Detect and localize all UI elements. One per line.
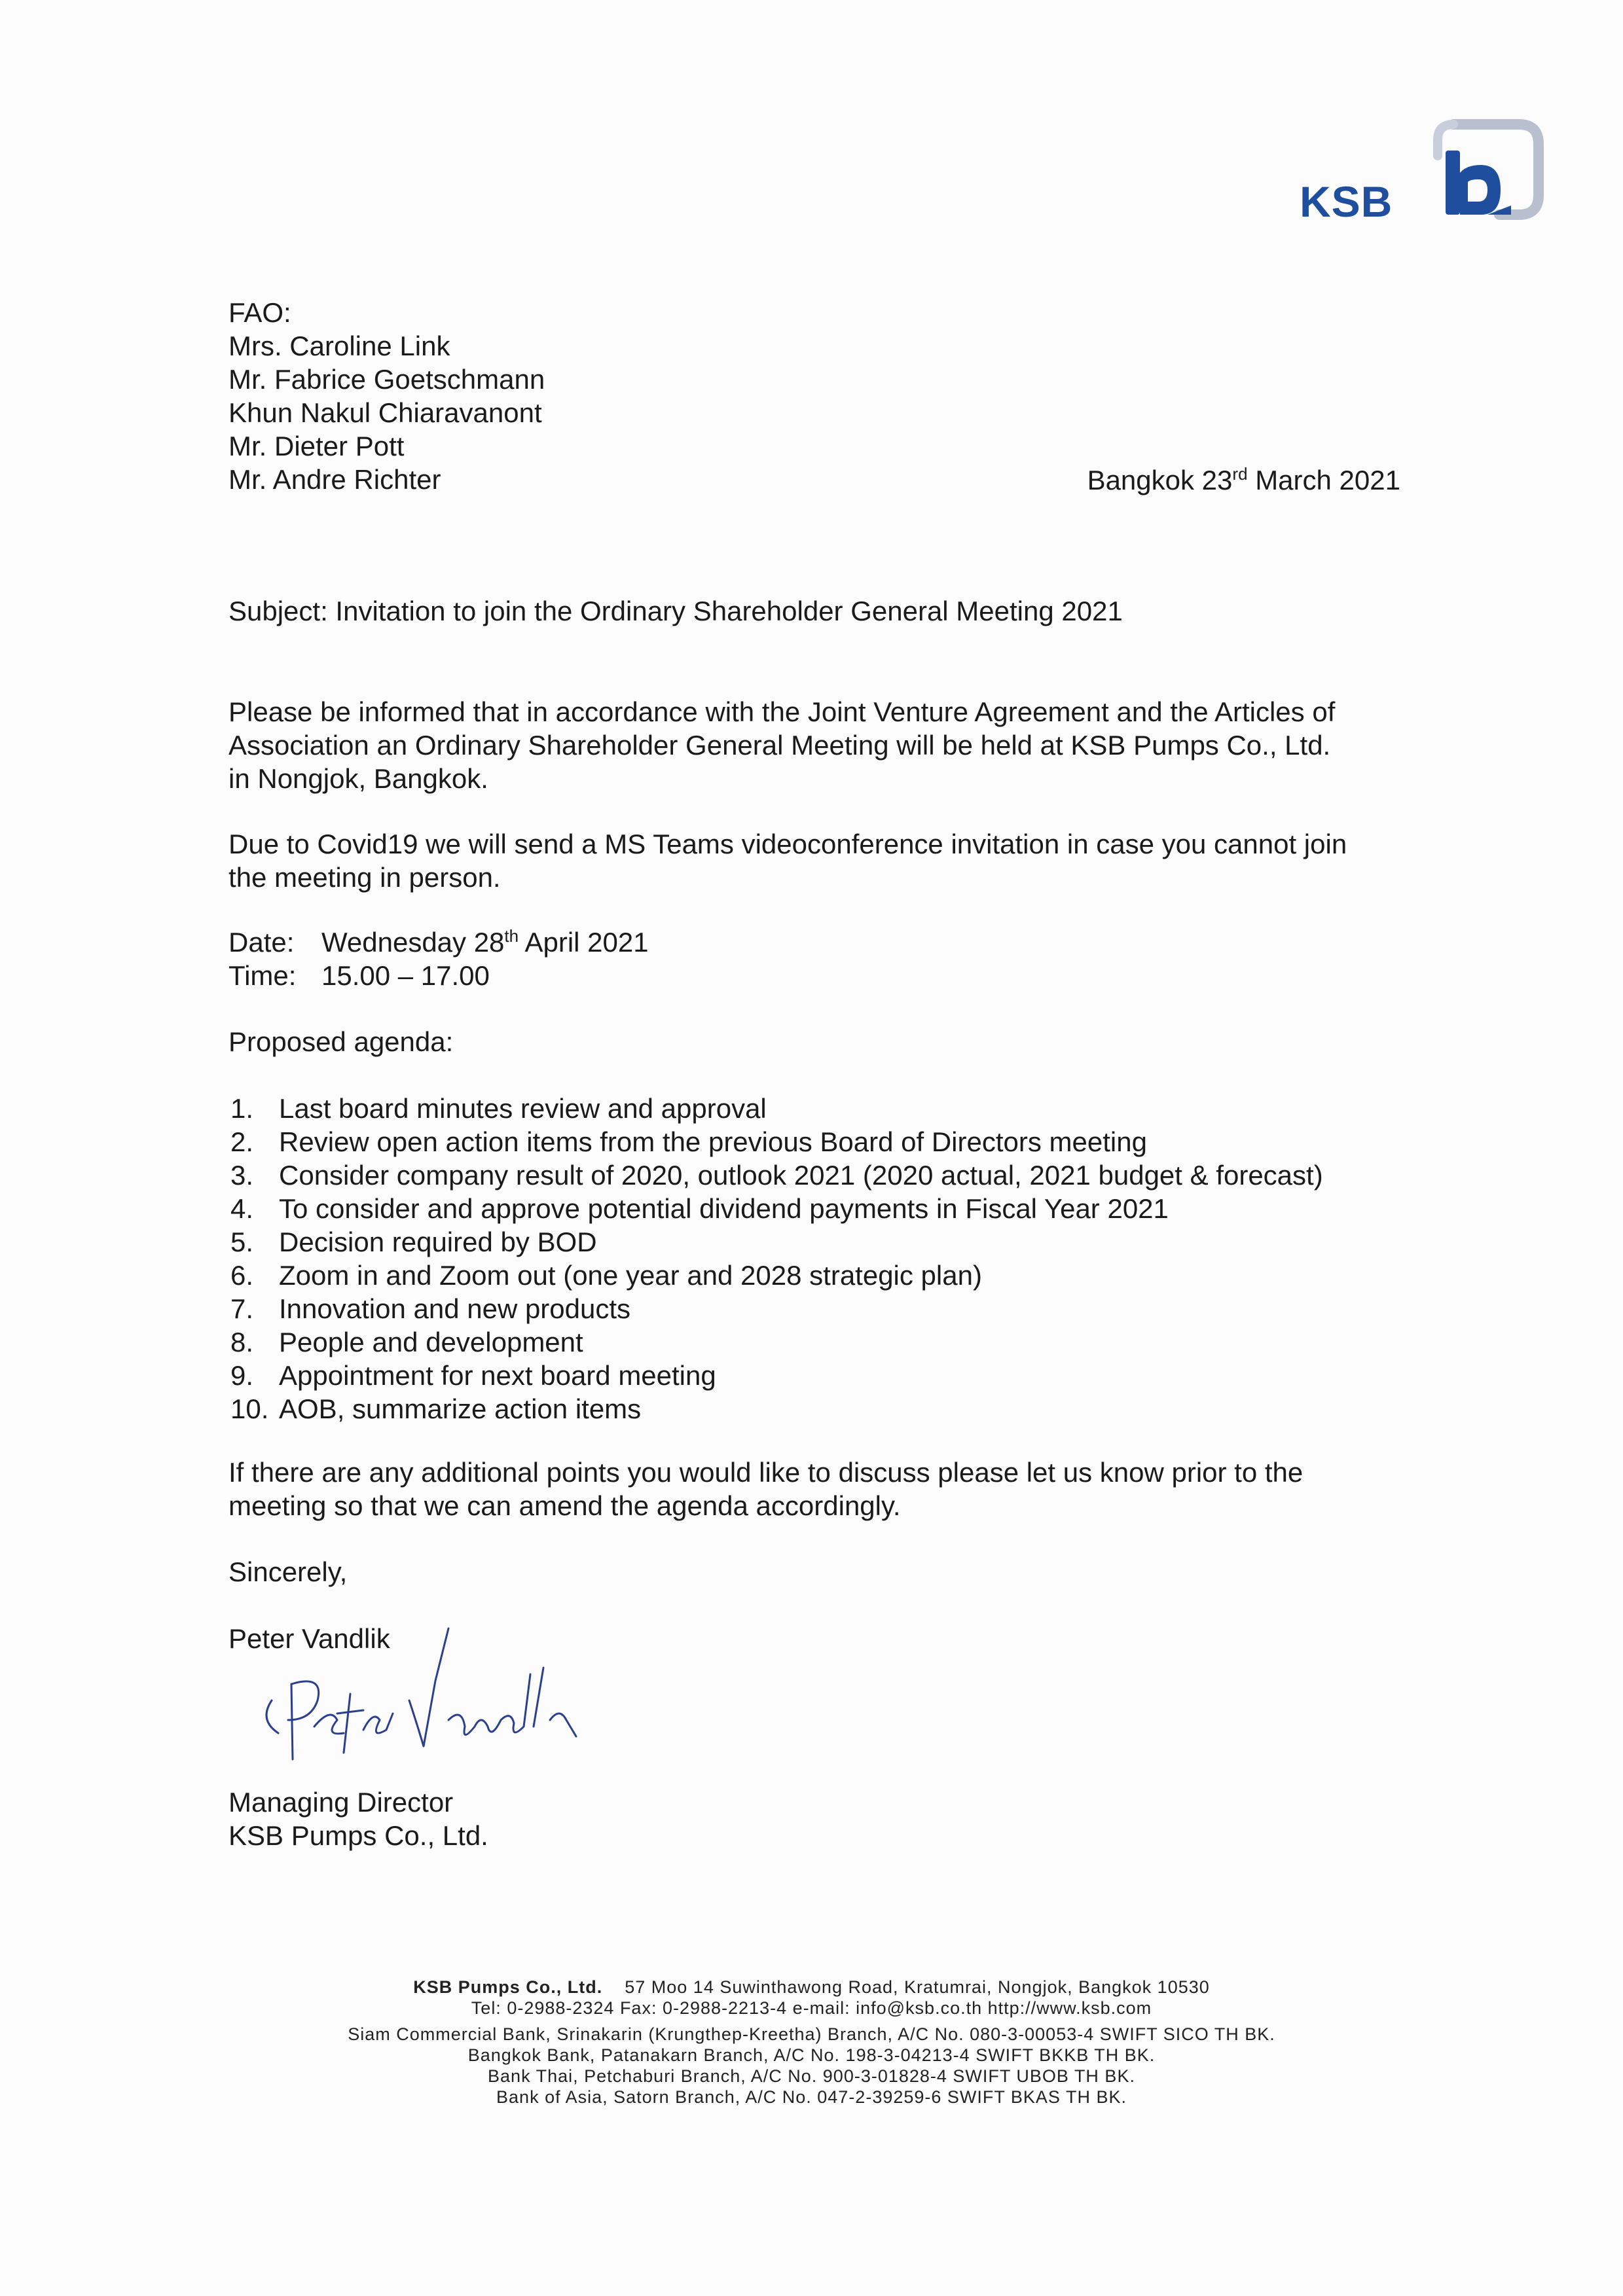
signer-title: Managing Director xyxy=(228,1787,454,1818)
time-value: 15.00 – 17.00 xyxy=(321,960,490,991)
agenda-item xyxy=(230,1225,1323,1259)
paragraph-line: in Nongjok, Bangkok. xyxy=(228,763,488,794)
logo-text: KSB xyxy=(1300,177,1393,226)
agenda-item xyxy=(230,1092,1323,1125)
letterhead-footer xyxy=(0,1977,1623,2108)
date-label: Date: xyxy=(228,927,295,958)
paragraph-line: the meeting in person. xyxy=(228,862,501,893)
letter-date xyxy=(1087,463,1400,497)
meeting-time xyxy=(228,959,1413,992)
agenda-text: Review open action items from the previous Board of Directors meeting xyxy=(279,1126,1147,1157)
agenda-text: Innovation and new products xyxy=(279,1293,631,1324)
signer-title-block xyxy=(228,1785,1413,1852)
recipient-name: Mr. Fabrice Goetschmann xyxy=(228,364,545,395)
agenda-item xyxy=(230,1192,1323,1225)
agenda-text: To consider and approve potential dividend payments in Fiscal Year 2021 xyxy=(279,1193,1169,1224)
recipient-name: Mrs. Caroline Link xyxy=(228,331,450,361)
date-rest: March 2021 xyxy=(1247,465,1400,495)
agenda-text: Last board minutes review and approval xyxy=(279,1093,767,1124)
agenda-text: People and development xyxy=(279,1327,583,1357)
ksb-logo-icon xyxy=(1427,117,1548,228)
agenda-text: Zoom in and Zoom out (one year and 2028 strategic plan) xyxy=(279,1260,982,1291)
agenda-text: Consider company result of 2020, outlook 2021 (2020 actual, 2021 budget & forecast) xyxy=(279,1160,1323,1191)
agenda-text: Decision required by BOD xyxy=(279,1227,597,1257)
meeting-date xyxy=(228,925,1413,959)
paragraph-line: Due to Covid19 we will send a MS Teams videoconference invitation in case you cannot join xyxy=(228,829,1347,859)
fao-label: FAO: xyxy=(228,297,291,328)
paragraph-line: Association an Ordinary Shareholder General Meeting will be held at KSB Pumps Co., Ltd. xyxy=(228,730,1331,761)
agenda-item xyxy=(230,1259,1323,1292)
additional-points-paragraph xyxy=(228,1456,1413,1522)
signer-company: KSB Pumps Co., Ltd. xyxy=(228,1820,488,1851)
agenda-number: 6. xyxy=(230,1260,254,1291)
intro-paragraph xyxy=(228,695,1413,795)
closing-salutation: Sincerely, xyxy=(228,1556,348,1587)
agenda-list xyxy=(230,1092,1323,1426)
date-prefix: Wednesday 28 xyxy=(321,927,505,958)
recipient-name: Khun Nakul Chiaravanont xyxy=(228,397,542,428)
paragraph-line: Please be informed that in accordance with the Joint Venture Agreement and the Articles of xyxy=(228,696,1336,727)
date-ordinal: rd xyxy=(1232,464,1248,484)
agenda-number: 8. xyxy=(230,1327,254,1357)
covid-paragraph xyxy=(228,827,1413,894)
footer-bank: Bank Thai, Petchaburi Branch, A/C No. 900-3-01828-4 SWIFT UBOB TH BK. xyxy=(488,2066,1135,2086)
agenda-item xyxy=(230,1158,1323,1192)
recipient-name: Mr. Dieter Pott xyxy=(228,431,405,461)
footer-address: 57 Moo 14 Suwinthawong Road, Kratumrai, Nongjok, Bangkok 10530 xyxy=(625,1977,1210,1997)
date-ordinal: th xyxy=(504,926,519,946)
agenda-text: Appointment for next board meeting xyxy=(279,1360,716,1391)
agenda-item xyxy=(230,1325,1323,1359)
recipient-name: Mr. Andre Richter xyxy=(228,464,441,495)
paragraph-line: If there are any additional points you would like to discuss please let us know prior to the xyxy=(228,1457,1304,1488)
agenda-item xyxy=(230,1125,1323,1158)
agenda-item xyxy=(230,1392,1323,1426)
footer-address-line xyxy=(0,1977,1623,1998)
agenda-item xyxy=(230,1359,1323,1392)
agenda-item xyxy=(230,1292,1323,1325)
handwritten-signature xyxy=(252,1622,619,1772)
date-prefix: Bangkok 23 xyxy=(1087,465,1233,495)
paragraph-line: meeting so that we can amend the agenda accordingly. xyxy=(228,1490,901,1521)
agenda-number: 4. xyxy=(230,1193,254,1224)
agenda-number: 3. xyxy=(230,1160,254,1191)
agenda-number: 7. xyxy=(230,1293,254,1324)
footer-bank: Bank of Asia, Satorn Branch, A/C No. 047-2-39259-6 SWIFT BKAS TH BK. xyxy=(496,2087,1127,2107)
meeting-datetime xyxy=(228,925,1413,992)
recipient-block xyxy=(228,296,545,496)
footer-bank: Bangkok Bank, Patanakarn Branch, A/C No. 198-3-04213-4 SWIFT BKKB TH BK. xyxy=(467,2045,1156,2065)
agenda-number: 10. xyxy=(230,1393,269,1424)
subject-line: Subject: Invitation to join the Ordinary Shareholder General Meeting 2021 xyxy=(228,596,1123,626)
signer-name: Peter Vandlik xyxy=(228,1623,390,1654)
footer-bank: Siam Commercial Bank, Srinakarin (Krungthep-Kreetha) Branch, A/C No. 080-3-00053-4 SWIFT SICO TH BK. xyxy=(348,2024,1275,2044)
time-label: Time: xyxy=(228,960,297,991)
date-rest: April 2021 xyxy=(519,927,649,958)
agenda-number: 2. xyxy=(230,1126,254,1157)
agenda-text: AOB, summarize action items xyxy=(279,1393,642,1424)
agenda-heading: Proposed agenda: xyxy=(228,1026,454,1057)
company-logo xyxy=(1300,117,1548,234)
agenda-number: 9. xyxy=(230,1360,254,1391)
footer-contact: Tel: 0-2988-2324 Fax: 0-2988-2213-4 e-mail: info@ksb.co.th http://www.ksb.com xyxy=(471,1998,1152,2018)
agenda-number: 5. xyxy=(230,1227,254,1257)
footer-company: KSB Pumps Co., Ltd. xyxy=(413,1977,603,1997)
agenda-number: 1. xyxy=(230,1093,254,1124)
